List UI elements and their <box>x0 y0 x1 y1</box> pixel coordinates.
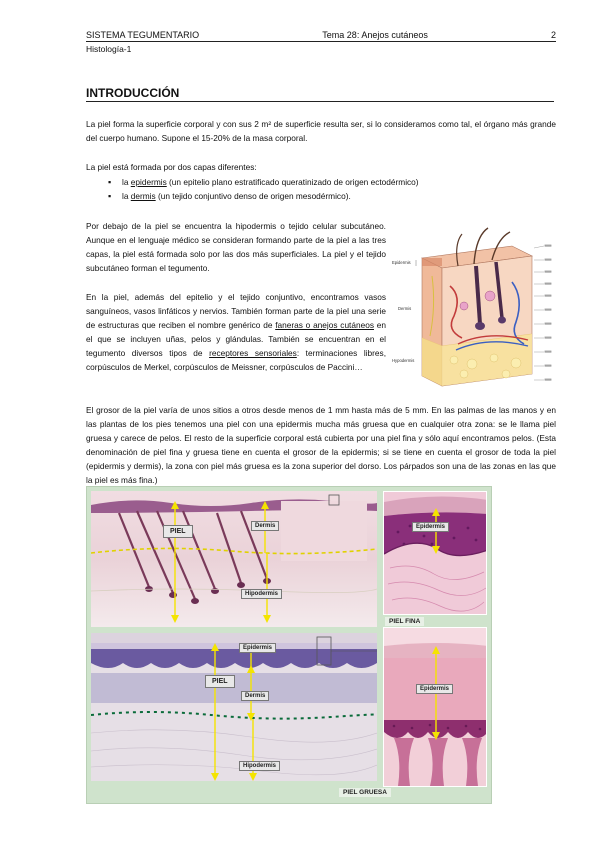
label-thin-hipodermis: Hipodermis <box>241 589 282 599</box>
header-page-number: 2 <box>550 30 556 40</box>
thick-epidermis-micrograph <box>383 627 487 787</box>
header-row <box>86 30 556 42</box>
list-item <box>108 175 548 189</box>
text-segment: en el que se incluyen uñas, pelos y glándulas. También se encuentran en el tegumento diversos tipos de <box>86 320 386 358</box>
paragraph-thickness: El grosor de la piel varía de unos sitios a otros desde menos de 1 mm hasta más de 5 mm. En las palmas de las manos y en las plantas de los pies tenemos una piel con una epidermis mucha más gruesa que en cualquier otra zona: se le llama piel gruesa y carece de pelos. El resto de la superficie corporal está cubierta por una piel fina y sólo aquí encontramos pelos. (Esta denominación de piel fina y gruesa tiene en cuenta el grosor de la epidermis; si se tiene en cuenta el grosor de toda la piel (epidermis y dermis), la zona con piel más gruesa es la zona superior del dorso. Los párpados son una de las zonas en las que la piel es más fina.) <box>86 405 556 485</box>
paragraph-annexes <box>86 290 386 374</box>
label-thick-epidermis: Epidermis <box>416 684 453 694</box>
label-thin-dermis: Dermis <box>251 521 279 531</box>
list-item-text: (un epitelio plano estratificado queratinizado de origen ectodérmico) <box>166 177 419 187</box>
histology-figure <box>86 486 492 804</box>
label-thick-hipodermis: Hipodermis <box>239 761 280 771</box>
skin-cross-section-diagram <box>392 226 552 396</box>
thin-skin-micrograph <box>91 491 377 627</box>
label-dermis: Dermis <box>398 306 412 311</box>
paragraph-layers: La piel está formada por dos capas diferentes: <box>86 162 257 172</box>
caption-thick-skin: PIEL GRUESA <box>339 788 391 797</box>
header-topic: Tema 28: Anejos cutáneos <box>322 30 428 40</box>
list-item-prefix: la <box>122 177 131 187</box>
label-epidermis: Epidermis <box>392 260 411 265</box>
header-course: Histología-1 <box>86 44 132 54</box>
term-dermis: dermis <box>130 191 156 201</box>
label-thick-epidermis-top: Epidermis <box>239 643 276 653</box>
label-thick-dermis: Dermis <box>241 691 269 701</box>
paragraph-hypodermis: Por debajo de la piel se encuentra la hipodermis o tejido celular subcutáneo. Aunque en el lenguaje médico se consideran formando parte de la piel a las tres capas, la piel está formada solo por las dos más superficiales. La piel y el tejido subcutáneo forman el tegumento. <box>86 221 386 273</box>
label-thin-piel: PIEL <box>163 525 193 538</box>
caption-thin-skin: PIEL FINA <box>385 617 424 626</box>
label-thin-epidermis: Epidermis <box>412 522 449 532</box>
term-receptores: receptores sensoriales <box>209 348 297 358</box>
thick-skin-micrograph <box>91 633 377 781</box>
thin-epidermis-micrograph <box>383 491 487 615</box>
label-thick-piel: PIEL <box>205 675 235 688</box>
label-hypodermis: Hypodermis <box>392 358 415 363</box>
section-title: INTRODUCCIÓN <box>86 86 554 102</box>
list-item-prefix: la <box>122 191 131 201</box>
list-item <box>108 189 548 203</box>
paragraph-intro: La piel forma la superficie corporal y con sus 2 m² de superficie resulta ser, si lo consideramos como tal, el órgano más grande del cuerpo humano. Supone el 15-20% de la masa corporal. <box>86 119 556 143</box>
layer-list <box>108 175 548 203</box>
header-subject: SISTEMA TEGUMENTARIO <box>86 30 200 40</box>
list-item-text: (un tejido conjuntivo denso de origen mesodérmico). <box>155 191 351 201</box>
term-epidermis: epidermis <box>130 177 167 187</box>
term-faneras: faneras o anejos cutáneos <box>275 320 374 330</box>
text-segment: En la piel, además del epitelio y el tejido conjuntivo, encontramos vasos sanguíneos, vasos linfáticos y nervios. También forman parte de la piel una serie de estructuras que reciben el nombre genérico de <box>86 292 386 330</box>
text-segment: : terminaciones libres, corpúsculos de Merkel, corpúsculos de Meissner, corpúsculos de Paccini… <box>86 348 387 372</box>
page-header <box>86 30 556 54</box>
